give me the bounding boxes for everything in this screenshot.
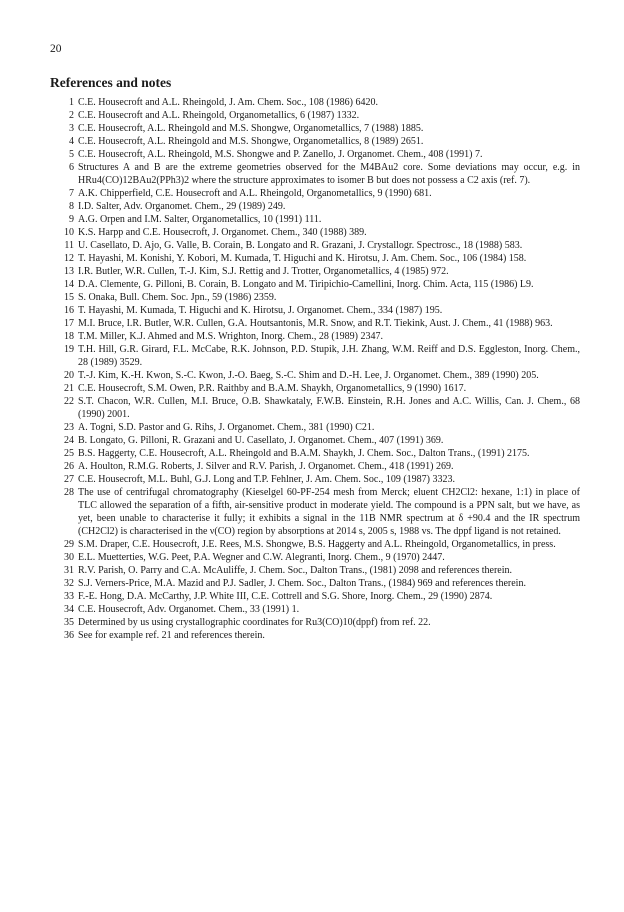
reference-item — [60, 252, 580, 265]
reference-item — [60, 304, 580, 317]
reference-text: C.E. Housecroft and A.L. Rheingold, J. Am. Chem. Soc., 108 (1986) 6420. — [78, 97, 378, 108]
reference-item — [60, 369, 580, 382]
reference-text: S.J. Verners-Price, M.A. Mazid and P.J. Sadler, J. Chem. Soc., Dalton Trans., (1984) 969 and references therein. — [78, 578, 526, 589]
reference-text: U. Casellato, D. Ajo, G. Valle, B. Corain, B. Longato and R. Grazani, J. Crystallogr. Spectrosc., 18 (1988) 583. — [78, 240, 523, 251]
reference-number: 25 — [64, 448, 74, 459]
reference-item — [60, 122, 580, 135]
reference-item — [60, 395, 580, 421]
reference-item — [60, 603, 580, 616]
reference-text: B. Longato, G. Pilloni, R. Grazani and U. Casellato, J. Organomet. Chem., 407 (1991) 369. — [78, 435, 444, 446]
reference-text: B.S. Haggerty, C.E. Housecroft, A.L. Rheingold and B.A.M. Shaykh, J. Chem. Soc., Dalton Trans., (1991) 2175. — [78, 448, 530, 459]
reference-item — [60, 577, 580, 590]
reference-text: T. Hayashi, M. Konishi, Y. Kobori, M. Kumada, T. Higuchi and K. Hirotsu, J. Am. Chem. Soc., 106 (1984) 158. — [78, 253, 527, 264]
reference-number: 19 — [64, 344, 74, 355]
reference-text: R.V. Parish, O. Parry and C.A. McAuliffe, J. Chem. Soc., Dalton Trans., (1981) 2098 and references therein. — [78, 565, 513, 576]
reference-text: C.E. Housecroft, A.L. Rheingold and M.S. Shongwe, Organometallics, 8 (1989) 2651. — [78, 136, 424, 147]
reference-number: 13 — [64, 266, 74, 277]
reference-number: 16 — [64, 305, 74, 316]
reference-item — [60, 265, 580, 278]
reference-text: A.K. Chipperfield, C.E. Housecroft and A.L. Rheingold, Organometallics, 9 (1990) 681. — [78, 188, 432, 199]
page-number: 20 — [50, 43, 62, 55]
reference-item — [60, 278, 580, 291]
reference-number: 28 — [64, 487, 74, 498]
reference-item — [60, 421, 580, 434]
reference-number: 3 — [69, 123, 74, 134]
reference-item — [60, 343, 580, 369]
reference-text: K.S. Harpp and C.E. Housecroft, J. Organomet. Chem., 340 (1988) 389. — [78, 227, 367, 238]
reference-number: 9 — [69, 214, 74, 225]
section-title: References and notes — [50, 75, 172, 90]
reference-item — [60, 564, 580, 577]
reference-item — [60, 473, 580, 486]
references-list — [60, 96, 580, 642]
reference-number: 14 — [64, 279, 74, 290]
reference-number: 34 — [64, 604, 74, 615]
reference-item — [60, 616, 580, 629]
reference-item — [60, 486, 580, 538]
reference-number: 7 — [69, 188, 74, 199]
reference-item — [60, 291, 580, 304]
reference-number: 30 — [64, 552, 74, 563]
reference-text: I.D. Salter, Adv. Organomet. Chem., 29 (1989) 249. — [78, 201, 286, 212]
reference-text: Structures A and B are the extreme geometries observed for the M4BAu2 core. Some deviations may occur, e.g. in HRu4(CO)12BAu2(PPh3)2 where the structure approximates to isomer B but does not possess a C2 axis (ref. 7). — [78, 162, 580, 186]
reference-number: 21 — [64, 383, 74, 394]
reference-number: 27 — [64, 474, 74, 485]
reference-item — [60, 382, 580, 395]
reference-text: C.E. Housecroft, Adv. Organomet. Chem., 33 (1991) 1. — [78, 604, 300, 615]
reference-text: T.H. Hill, G.R. Girard, F.L. McCabe, R.K. Johnson, P.D. Stupik, J.H. Zhang, W.M. Reiff and D.S. Eggleston, Inorg. Chem., 28 (1989) 3529. — [78, 344, 580, 368]
reference-number: 2 — [69, 110, 74, 121]
reference-text: S. Onaka, Bull. Chem. Soc. Jpn., 59 (1986) 2359. — [78, 292, 277, 303]
reference-item — [60, 460, 580, 473]
reference-number: 17 — [64, 318, 74, 329]
reference-item — [60, 629, 580, 642]
reference-text: F.-E. Hong, D.A. McCarthy, J.P. White III, C.E. Cottrell and S.G. Shore, Inorg. Chem., 29 (1990) 2874. — [78, 591, 493, 602]
reference-item — [60, 434, 580, 447]
reference-text: M.I. Bruce, I.R. Butler, W.R. Cullen, G.A. Houtsantonis, M.R. Snow, and R.T. Tiekink, Aust. J. Chem., 41 (1988) 963. — [78, 318, 553, 329]
reference-text: The use of centrifugal chromatography (Kieselgel 60-PF-254 mesh from Merck; eluent CH2Cl2: hexane, 1:1) in place of TLC allowed the separation of a fifth, air-sensitive product in moderate yield. The compound is a PPN salt, but we have, as yet, been unable to characterise it fully; it exhibits a signal in the 11B NMR spectrum at δ +90.4 and the IR spectrum (CH2Cl2) is characterised in the ν(CO) region by absorptions at 2014 s, 2005 s, 1988 vs. The dppf ligand is not retained. — [78, 487, 580, 537]
reference-text: I.R. Butler, W.R. Cullen, T.-J. Kim, S.J. Rettig and J. Trotter, Organometallics, 4 (1985) 972. — [78, 266, 449, 277]
reference-number: 20 — [64, 370, 74, 381]
reference-item — [60, 96, 580, 109]
reference-text: C.E. Housecroft, A.L. Rheingold, M.S. Shongwe and P. Zanello, J. Organomet. Chem., 408 (1991) 7. — [78, 149, 483, 160]
reference-text: T. Hayashi, M. Kumada, T. Higuchi and K. Hirotsu, J. Organomet. Chem., 334 (1987) 195. — [78, 305, 443, 316]
reference-number: 11 — [64, 240, 74, 251]
reference-text: C.E. Housecroft, M.L. Buhl, G.J. Long and T.P. Fehlner, J. Am. Chem. Soc., 109 (1987) 3323. — [78, 474, 455, 485]
reference-text: S.T. Chacon, W.R. Cullen, M.I. Bruce, O.B. Shawkataly, F.W.B. Einstein, R.H. Jones and A.C. Willis, Can. J. Chem., 68 (1990) 2001. — [78, 396, 580, 420]
reference-item — [60, 447, 580, 460]
reference-text: See for example ref. 21 and references therein. — [78, 630, 265, 641]
reference-text: C.E. Housecroft and A.L. Rheingold, Organometallics, 6 (1987) 1332. — [78, 110, 360, 121]
reference-number: 29 — [64, 539, 74, 550]
reference-item — [60, 213, 580, 226]
reference-number: 22 — [64, 396, 74, 407]
reference-number: 31 — [64, 565, 74, 576]
reference-item — [60, 317, 580, 330]
reference-text: D.A. Clemente, G. Pilloni, B. Corain, B. Longato and M. Tiripichio-Camellini, Inorg. Chim. Acta, 115 (1986) L9. — [78, 279, 534, 290]
reference-number: 23 — [64, 422, 74, 433]
reference-item — [60, 590, 580, 603]
reference-text: T.M. Miller, K.J. Ahmed and M.S. Wrighton, Inorg. Chem., 28 (1989) 2347. — [78, 331, 384, 342]
reference-number: 10 — [64, 227, 74, 238]
reference-text: A.G. Orpen and I.M. Salter, Organometallics, 10 (1991) 111. — [78, 214, 322, 225]
reference-number: 33 — [64, 591, 74, 602]
reference-number: 35 — [64, 617, 74, 628]
reference-number: 5 — [69, 149, 74, 160]
reference-text: A. Togni, S.D. Pastor and G. Rihs, J. Organomet. Chem., 381 (1990) C21. — [78, 422, 375, 433]
reference-number: 15 — [64, 292, 74, 303]
reference-item — [60, 148, 580, 161]
reference-number: 24 — [64, 435, 74, 446]
reference-number: 4 — [69, 136, 74, 147]
reference-text: E.L. Muetterties, W.G. Peet, P.A. Wegner and C.W. Alegranti, Inorg. Chem., 9 (1970) 2447. — [78, 552, 445, 563]
reference-item — [60, 551, 580, 564]
reference-text: Determined by us using crystallographic coordinates for Ru3(CO)10(dppf) from ref. 22. — [78, 617, 431, 628]
reference-text: T.-J. Kim, K.-H. Kwon, S.-C. Kwon, J.-O. Baeg, S.-C. Shim and D.-H. Lee, J. Organomet. Chem., 389 (1990) 205. — [78, 370, 539, 381]
reference-item — [60, 226, 580, 239]
reference-item — [60, 200, 580, 213]
reference-item — [60, 161, 580, 187]
reference-item — [60, 239, 580, 252]
reference-text: A. Houlton, R.M.G. Roberts, J. Silver and R.V. Parish, J. Organomet. Chem., 418 (1991) 269. — [78, 461, 454, 472]
reference-number: 6 — [69, 162, 74, 173]
reference-number: 12 — [64, 253, 74, 264]
reference-item — [60, 187, 580, 200]
reference-text: S.M. Draper, C.E. Housecroft, J.E. Rees, M.S. Shongwe, B.S. Haggerty and A.L. Rheingold, Organometallics, in press. — [78, 539, 556, 550]
reference-item — [60, 135, 580, 148]
reference-number: 1 — [69, 97, 74, 108]
reference-number: 36 — [64, 630, 74, 641]
reference-text: C.E. Housecroft, A.L. Rheingold and M.S. Shongwe, Organometallics, 7 (1988) 1885. — [78, 123, 424, 134]
reference-item — [60, 330, 580, 343]
reference-number: 26 — [64, 461, 74, 472]
reference-item — [60, 109, 580, 122]
reference-item — [60, 538, 580, 551]
reference-number: 18 — [64, 331, 74, 342]
reference-number: 32 — [64, 578, 74, 589]
reference-number: 8 — [69, 201, 74, 212]
reference-text: C.E. Housecroft, S.M. Owen, P.R. Raithby and B.A.M. Shaykh, Organometallics, 9 (1990) 1617. — [78, 383, 467, 394]
